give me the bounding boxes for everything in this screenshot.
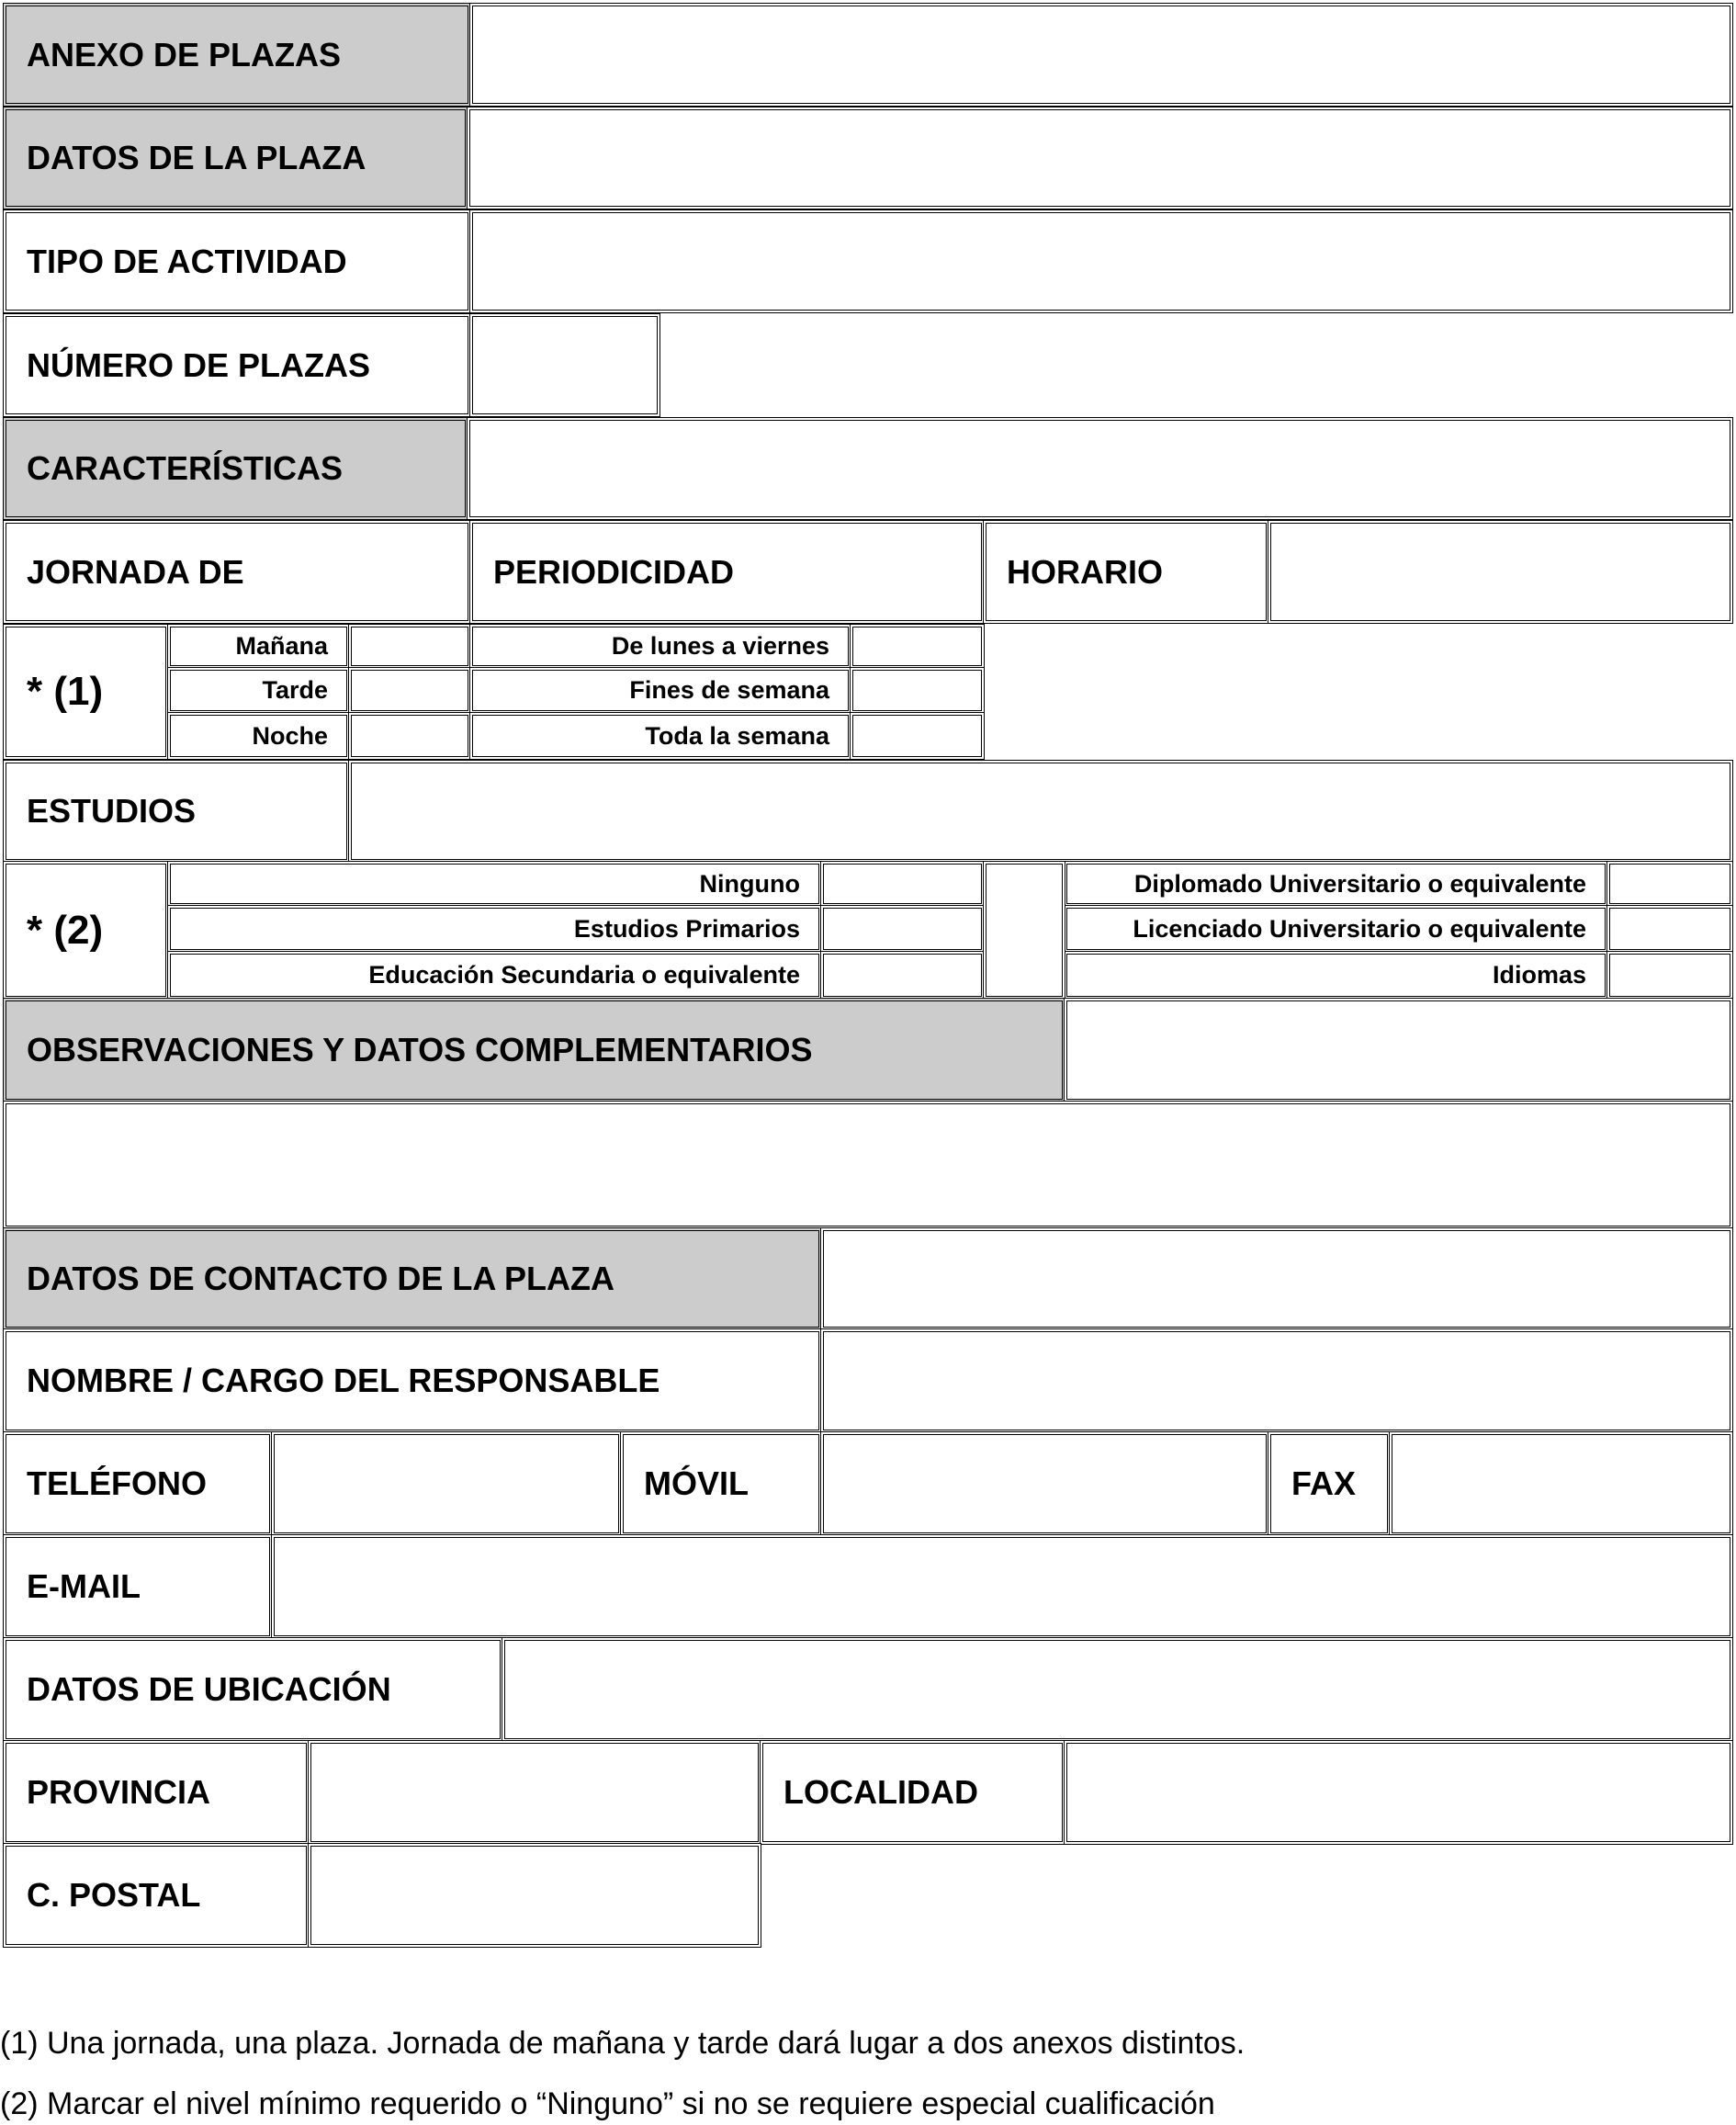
periodicidad-option-toda-semana (469, 712, 851, 760)
caracteristicas-field[interactable] (467, 417, 1733, 520)
numero-plazas-label: NÚMERO DE PLAZAS (27, 345, 371, 384)
email-label: E-MAIL (27, 1567, 141, 1605)
estudios-option-secundaria (167, 951, 822, 1000)
telefono-label: TELÉFONO (27, 1464, 207, 1502)
datos-plaza-heading: DATOS DE LA PLAZA (27, 139, 366, 176)
footnote-1: (1) Una jornada, una plaza. Jornada de mañana y tarde dará lugar a dos anexos distintos. (0, 2026, 1246, 2061)
horario-field[interactable] (1268, 520, 1733, 624)
jornada-option-noche (167, 712, 350, 760)
periodicidad-option-label: Fines de semana (629, 676, 829, 704)
telefono-label-cell (3, 1431, 273, 1536)
ubicacion-label: DATOS DE UBICACIÓN (27, 1670, 391, 1708)
anexo-label-cell (3, 3, 471, 107)
contacto-heading: DATOS DE CONTACTO DE LA PLAZA (27, 1260, 615, 1297)
jornada-tarde-checkbox[interactable] (348, 667, 471, 714)
estudios-secundaria-checkbox[interactable] (820, 951, 985, 1000)
contacto-label-cell (3, 1227, 822, 1330)
email-field[interactable] (271, 1534, 1733, 1639)
estudios-option-ninguno (167, 861, 822, 907)
jornada-manana-checkbox[interactable] (348, 624, 471, 669)
estudios-label: ESTUDIOS (27, 792, 197, 830)
provincia-field[interactable] (308, 1740, 761, 1845)
jornada-option-manana (167, 624, 350, 669)
jornada-noche-checkbox[interactable] (348, 712, 471, 760)
estudios-ninguno-checkbox[interactable] (820, 861, 985, 907)
cpostal-label-cell (3, 1843, 310, 1948)
movil-field[interactable] (820, 1431, 1269, 1536)
estudios-diplomado-checkbox[interactable] (1606, 861, 1733, 907)
tipo-actividad-label-cell (3, 209, 471, 313)
cpostal-field[interactable] (308, 1843, 761, 1948)
estudios-option-label: Estudios Primarios (573, 914, 800, 943)
estudios-spacer-cell (983, 861, 1065, 1000)
provincia-label: PROVINCIA (27, 1773, 211, 1811)
contacto-field[interactable] (820, 1227, 1733, 1330)
estudios-label-cell (3, 760, 350, 863)
note1-marker-cell (3, 624, 169, 760)
ubicacion-field[interactable] (502, 1637, 1733, 1742)
telefono-field[interactable] (271, 1431, 622, 1536)
periodicidad-label: PERIODICIDAD (493, 552, 735, 591)
jornada-option-label: Mañana (235, 632, 328, 660)
estudios-option-label: Educación Secundaria o equivalente (368, 961, 800, 989)
tipo-actividad-label: TIPO DE ACTIVIDAD (27, 242, 347, 280)
observaciones-heading: OBSERVACIONES Y DATOS COMPLEMENTARIOS (27, 1031, 813, 1068)
localidad-label: LOCALIDAD (783, 1773, 978, 1811)
ubicacion-label-cell (3, 1637, 503, 1742)
localidad-label-cell (760, 1740, 1065, 1845)
estudios-licenciado-checkbox[interactable] (1606, 905, 1733, 953)
email-label-cell (3, 1534, 273, 1639)
estudios-idiomas-checkbox[interactable] (1606, 951, 1733, 1000)
footnote-2: (2) Marcar el nivel mínimo requerido o “Ninguno” si no se requiere especial cualificación (0, 2086, 1215, 2121)
caracteristicas-heading: CARACTERÍSTICAS (27, 449, 344, 487)
estudios-option-label: Licenciado Universitario o equivalente (1133, 914, 1586, 943)
observaciones-label-cell (3, 998, 1065, 1102)
periodicidad-option-fines-semana (469, 667, 851, 714)
responsable-field[interactable] (820, 1328, 1733, 1433)
note1-marker: * (1) (27, 669, 104, 714)
anexo-field[interactable] (469, 3, 1733, 107)
note2-marker-cell (3, 861, 169, 1000)
periodicidad-option-lunes-viernes (469, 624, 851, 669)
responsable-label-cell (3, 1328, 822, 1433)
estudios-option-label: Ninguno (699, 869, 800, 898)
cpostal-label: C. POSTAL (27, 1876, 201, 1914)
horario-label: HORARIO (1007, 552, 1163, 591)
jornada-option-label: Noche (252, 721, 328, 750)
anexo-title: ANEXO DE PLAZAS (27, 35, 342, 73)
periodicidad-option-label: Toda la semana (645, 721, 829, 750)
estudios-option-label: Idiomas (1492, 961, 1586, 989)
movil-label: MÓVIL (644, 1464, 749, 1502)
estudios-option-primarios (167, 905, 822, 953)
note2-marker: * (2) (27, 907, 104, 953)
jornada-label: JORNADA DE (27, 552, 244, 591)
responsable-label: NOMBRE / CARGO DEL RESPONSABLE (27, 1362, 660, 1399)
periodicidad-option-label: De lunes a viernes (611, 632, 829, 660)
datos-plaza-field[interactable] (467, 107, 1733, 209)
estudios-option-licenciado (1064, 905, 1608, 953)
fax-label: FAX (1291, 1464, 1357, 1502)
estudios-option-label: Diplomado Universitario o equivalente (1133, 869, 1586, 898)
periodicidad-toda-semana-checkbox[interactable] (850, 712, 985, 760)
jornada-option-label: Tarde (262, 676, 328, 704)
horario-label-cell (983, 520, 1269, 624)
datos-plaza-label-cell (3, 107, 468, 209)
fax-label-cell (1268, 1431, 1391, 1536)
numero-plazas-label-cell (3, 313, 471, 417)
provincia-label-cell (3, 1740, 310, 1845)
jornada-label-cell (3, 520, 471, 624)
estudios-option-diplomado (1064, 861, 1608, 907)
periodicidad-fines-semana-checkbox[interactable] (850, 667, 985, 714)
estudios-option-idiomas (1064, 951, 1608, 1000)
jornada-option-tarde (167, 667, 350, 714)
movil-label-cell (620, 1431, 822, 1536)
estudios-field[interactable] (348, 760, 1733, 863)
estudios-primarios-checkbox[interactable] (820, 905, 985, 953)
observaciones-side-field[interactable] (1064, 998, 1733, 1102)
localidad-field[interactable] (1064, 1740, 1733, 1845)
fax-field[interactable] (1389, 1431, 1733, 1536)
periodicidad-lunes-viernes-checkbox[interactable] (850, 624, 985, 669)
numero-plazas-field[interactable] (469, 313, 660, 417)
periodicidad-label-cell (469, 520, 985, 624)
caracteristicas-label-cell (3, 417, 468, 520)
tipo-actividad-field[interactable] (469, 209, 1733, 313)
observaciones-textarea[interactable] (3, 1101, 1733, 1229)
